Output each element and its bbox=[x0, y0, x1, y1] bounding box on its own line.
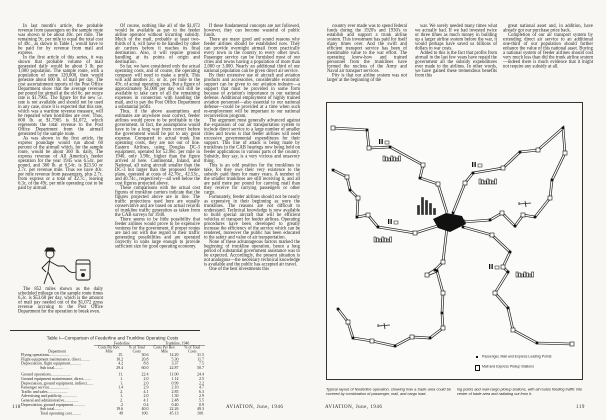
trunk-group-header: Trunkline, 1940 bbox=[150, 341, 205, 345]
table-title: Table I—Comparison of Feederline and Trunkline Operating Costs bbox=[46, 335, 179, 341]
pickup-station-icon bbox=[425, 273, 429, 277]
table-cell-t-cost: 1.30 bbox=[171, 393, 179, 399]
paragraph: So far, we have considered only the actual operating costs, and of course, the operating company will need to make a profit. This will add another 2c. or 3c. per mile to the 49c. of actual operating costs. But a figure of approximately $1,000 per day will still be available to take care of all the remaining expenses in connection with handling the mail, and to pay the Post Office Department a substantial profit. bbox=[115, 64, 200, 110]
figure-caption-left: Typical layout of feederline operation, showing how a trade area could be covered by combination of passenger, mail, and cargo load- bbox=[326, 387, 451, 396]
loading-point-icon bbox=[356, 216, 358, 218]
table-cell-dept: Ground equipment maintenance, direct........ bbox=[21, 377, 92, 382]
running-foot-left: AVIATION, June, 1946 bbox=[226, 404, 284, 410]
table-cell-t-cost: 2.85 bbox=[171, 389, 179, 394]
table-cell-f-cost: 19.6 bbox=[116, 406, 124, 412]
loading-point-icon bbox=[551, 179, 553, 181]
table-cell-t-pct: 100. bbox=[197, 410, 204, 416]
legend-loading-points: Passenger, Mail and Express Loading Points bbox=[482, 355, 552, 359]
pickup-station-icon bbox=[441, 291, 445, 295]
paragraph: In last month's article, the probable revenue from passengers on the sample route was shown to be about 40c. per mile. The remaining 9c. per mile to equal the total cost of 49c., as shown in Table I, would have to be paid for by revenue from mail and express. bbox=[18, 23, 103, 56]
table-cell-f-pct: 22.4 bbox=[141, 372, 149, 377]
pickup-station-icon bbox=[346, 320, 350, 324]
town-icon bbox=[374, 237, 392, 242]
table-cell-f-pct: 100. bbox=[141, 410, 149, 416]
paragraph: Completion of our air transport system by extending direct air service to an additional one-third of our population should further enhance the value of this national asset. Buying a national system of feeder airlines should cost very much less than did the trunk airline system—indeed there is much evidence that it might not require any subsidy at all. bbox=[503, 32, 593, 69]
table-cell-dept: Traffic and sales.................... bbox=[21, 389, 68, 394]
table-cell-t-pct: 49.3 bbox=[197, 406, 204, 412]
table-cell-f-cost: 1. bbox=[120, 376, 124, 382]
table-cell-f-pct: 30.6 bbox=[141, 352, 149, 358]
loading-point-icon bbox=[394, 345, 396, 347]
pickup-station-icon bbox=[501, 265, 505, 269]
loading-point-icon bbox=[562, 127, 564, 129]
pickup-station-icon bbox=[436, 182, 440, 186]
table-cell-t-pct: 50.7 bbox=[197, 365, 204, 370]
table-cell-t-cost: 11.00 bbox=[169, 372, 179, 377]
paragraph: great national asset and, in addition, have already got our purchase price back. bbox=[503, 23, 593, 33]
town-icon bbox=[479, 179, 497, 184]
left-column-1 bbox=[18, 24, 103, 191]
route-line bbox=[463, 227, 572, 344]
right-column-3 bbox=[503, 24, 593, 69]
col-cost-header: Costs Per Rev. Mile bbox=[153, 345, 176, 354]
table-cell-f-cost: 29.4 bbox=[116, 365, 124, 370]
table-cell-t-pct: 6.3 bbox=[199, 389, 204, 394]
table-cell-t-pct: 7.5 bbox=[199, 361, 204, 366]
table-cell-f-cost: 1. bbox=[120, 380, 124, 386]
table-cell-t-pct: 4.7 bbox=[199, 385, 204, 390]
pickup-station-icon bbox=[536, 148, 540, 152]
paragraph: If these fundamental concepts are not followed, however, they can become wasteful of public funds. bbox=[204, 23, 300, 38]
table-cell-f-pct: 0.4 bbox=[143, 402, 149, 407]
table-cell-t-pct: 5.5 bbox=[199, 398, 204, 403]
pickup-station-icon bbox=[548, 196, 552, 200]
table-cell-t-pct: 24.4 bbox=[197, 372, 204, 377]
airplane-icon bbox=[378, 323, 390, 329]
table-cell-f-pct: 4.1 bbox=[143, 398, 149, 403]
table-cell-t-pct: 2.5 bbox=[199, 376, 204, 382]
table-cell-f-cost: 49 bbox=[119, 410, 124, 416]
airplane-icon bbox=[519, 201, 531, 207]
table-cell-t-pct: 0.9 bbox=[199, 402, 204, 407]
page-number-left: 118 bbox=[12, 404, 21, 410]
pickup-station-icon bbox=[570, 342, 574, 346]
table-cell-f-pct: 2.0 bbox=[143, 393, 149, 399]
paragraph: The 852 miles shown as the daily scheduled mileage on the sample route times 6.3c. is $53.68 per day, which is the amount of mail pay needed out of the $1,072 gross revenue accruing to the Post Office Department for the operation to break even. bbox=[18, 286, 103, 314]
page-number-right: 119 bbox=[576, 404, 585, 410]
table-cell-dept: Depreciation, ground equipment............ bbox=[21, 402, 85, 407]
loading-point-icon bbox=[472, 172, 474, 174]
feederline-route-diagram bbox=[326, 102, 583, 380]
table-cell-f-pct: 2.9 bbox=[143, 385, 149, 390]
table-cell-dept: Flying operations.................... bbox=[21, 353, 70, 358]
loading-point-icon bbox=[536, 342, 538, 344]
pickup-station-icon bbox=[356, 196, 360, 200]
route-line-inner bbox=[338, 227, 447, 346]
table-cell-dept: Depreciation, flight equipment........... bbox=[21, 361, 82, 366]
table-cell-f-pct: 8.6 bbox=[143, 361, 149, 366]
table-top-rule bbox=[10, 330, 200, 331]
pickup-station-icon bbox=[441, 326, 445, 330]
table-cell-f-cost: 2. bbox=[120, 389, 124, 394]
loading-point-icon bbox=[507, 271, 509, 273]
table-cell-t-cost: 22.26 bbox=[169, 406, 179, 412]
passengers-icon bbox=[472, 162, 482, 167]
table-cell-dept: Sub total......... bbox=[40, 407, 64, 412]
trade-center-hub-icon bbox=[433, 213, 466, 232]
table-cell-dept: Sub total......... bbox=[40, 365, 64, 370]
loading-point-icon bbox=[441, 312, 443, 314]
table-cell-f-pct: 60.0 bbox=[141, 365, 149, 370]
loading-point-icon bbox=[366, 129, 368, 131]
town-icon bbox=[516, 272, 534, 277]
pickup-station-icon bbox=[367, 146, 371, 150]
table-cell-f-cost: 1.4 bbox=[118, 385, 124, 390]
table-cell-dept: Total operating cost......... bbox=[40, 411, 81, 416]
paragraph: war. We sorely needed many times what we actually had. If we had invested twice or three times as much money in building up a larger airline system before the war, it would perhaps have saved us billions of dollars in war costs. bbox=[415, 23, 497, 51]
legend-loading-point-icon bbox=[476, 356, 478, 358]
paragraph: By their extensive use of aircraft and aviation products and accessories, considerable economic support can be given to our aviation industry—a support that must be provided in some form because of aviation's importance to our national defense. Additional employment of highly trained aviation personnel—also essential to our national defense—could be provided at a time when such re-employment will be important to our national reconversion program. bbox=[204, 73, 300, 119]
table-cell-t-cost: 0.40 bbox=[171, 402, 179, 407]
route-line-inner bbox=[463, 227, 572, 344]
pickup-station-icon bbox=[490, 233, 494, 237]
table-cell-f-cost: 15. bbox=[118, 352, 124, 358]
loading-point-icon bbox=[419, 177, 421, 179]
left-column-1-continued bbox=[18, 287, 103, 314]
paragraph: In the first article of this series, it was shown that probable volume of mail generated daily would be about 3 lb. per 1,000 population. The sample route, with a population of some 120,000, then would generate about 600 lb. of mail per day. The cost ascertainment reports of the Post Office Department show that the average revenue per pound for airmail at the old 6c. per ounce rate is $1.7905. The figure for the new 5c. rate is not available and should not be used in any case, since it is expected that this rate, which was a wartime revenue measure, will be repealed when hostilities are over. Thus, 600 lb. at $1.7905 is $1,072, which represents the total revenue to the Post Office Department from the airmail generated by the sample route. bbox=[18, 55, 103, 137]
route-line-inner bbox=[333, 128, 447, 213]
pickup-station-icon bbox=[463, 181, 467, 185]
col-cost-header: Costs Per Rev. Mile bbox=[98, 345, 121, 354]
paragraph: The argument most generally advanced against the expansion of our air transportation system to include direct service to a large number of smaller cities and towns is that feeder airlines will need excessive governmental expenditures for their support. This line of attack is being made by trunklines in the CAB hearings now being held on feeder applications in various parts of the country. Subsidy, they say, is a very vicious and unsavory thing. bbox=[204, 118, 300, 164]
pickup-station-icon bbox=[410, 335, 414, 339]
table-cell-f-pct: 4.1 bbox=[143, 389, 149, 394]
table-cell-f-pct: 2.0 bbox=[143, 376, 149, 382]
legend-pickup-station-icon bbox=[475, 365, 480, 371]
paragraph: There seems to be little possibility that feeder airlines would prove to be expensive ventures for the government, if proper routes are laid out with due regard to their traffic generating possibilities and are operated correctly in units large enough to provide sufficient size for good operating economy. bbox=[115, 217, 200, 249]
left-column-2 bbox=[115, 24, 200, 249]
table-cell-t-cost: 45.13 bbox=[169, 410, 179, 416]
dept-header: Department bbox=[48, 348, 66, 354]
table-cell-dept: Depreciation, ground equipment, indirect...... bbox=[21, 381, 94, 386]
table-body bbox=[20, 353, 205, 416]
table-cell-f-cost: 1. bbox=[120, 393, 124, 399]
paragraph: country ever made was to spend federal funds during the 1920's and 1930's to establish and support a trunk airline system. This investment has paid for itself many times over. And the swift and efficient transport service has been of inestimable value to the war effort. The operating know-how and trained personnel from the trunklines have formed the nucleus of the Army and Naval air transport services. bbox=[327, 23, 407, 74]
table-cell-t-pct: 11.7 bbox=[197, 356, 204, 362]
legend-pickup-stations: Mail and Express Pickup Stations bbox=[482, 365, 534, 369]
pickup-station-icon bbox=[366, 213, 370, 217]
table-cell-f-cost: 10.2 bbox=[116, 356, 124, 362]
table-cell-t-cost: 2.10 bbox=[171, 385, 179, 390]
table-cell-t-cost: 14.20 bbox=[169, 352, 179, 358]
table-cell-t-cost: 2.48 bbox=[171, 398, 179, 403]
route-line-inner bbox=[333, 170, 447, 233]
paragraph: Added to this is the fact that profits from airmail in the last few years have repaid the government all the subsidy expenditures ever made to the airlines. In other words, we have gained these tremendous benefits from this bbox=[415, 50, 497, 78]
city-skyline-icon bbox=[417, 197, 436, 215]
pickup-station-icon bbox=[511, 328, 515, 332]
loading-point-icon bbox=[507, 307, 509, 309]
loading-point-icon bbox=[349, 189, 351, 191]
table-cell-dept: Flight equipment maintenance, direct......... bbox=[21, 357, 90, 362]
table-cell-dept: Ground operations.................... bbox=[21, 372, 71, 377]
loading-point-icon bbox=[337, 308, 339, 310]
pickup-station-icon bbox=[563, 151, 567, 155]
passengers-icon bbox=[489, 264, 499, 269]
loading-point-icon bbox=[429, 337, 431, 339]
paragraph: Thus, if the above assumptions and estimates are anywhere near correct, feeder airlines would prove to be profitable to the government. In fact, the assumptions would have to be a long way from correct before the government would be put to any great expense. Compared to actual trunk line operating costs, they are not out of line. Eastern Airlines, using Douglas DC-3 equipment, operated for 52.98c. per mile in 1940, only 3.98c. higher than the figure arrived at here. Continental, Inland, and National, all using aircraft smaller than the DC-3 but larger than the proposed feeder plane, operated at costs of 42.76c., 42.53c., and 40.74c., respectively—all well below the cost figures projected above. bbox=[115, 109, 200, 186]
pickup-station-icon bbox=[413, 231, 417, 235]
town-icon bbox=[383, 156, 401, 161]
table-cell-f-cost: 2. bbox=[120, 398, 124, 403]
table-cell-t-cost: 22.87 bbox=[169, 365, 179, 370]
table-cell-t-cost: 3.37 bbox=[171, 361, 179, 366]
table-cell-f-cost: .2 bbox=[120, 402, 124, 407]
loading-point-icon bbox=[332, 169, 334, 171]
route-line bbox=[338, 227, 447, 346]
table-cell-t-pct: 2.2 bbox=[199, 380, 204, 386]
loading-point-icon bbox=[436, 270, 438, 272]
paragraph: Pity is that our airline system was not larger at the beginning of the bbox=[327, 73, 407, 83]
paragraph: There are many good and sound reasons why feeder airlines should be established now. They can provide overnight airmail from practically every town in the country to every other town. Passenger service can be furnished most of our cities and towns having a population of more than 2,000 or 3,000. Nearly an additional third of our national population can be given direct air service. bbox=[204, 37, 300, 74]
loading-point-icon bbox=[377, 226, 379, 228]
pickup-station-icon bbox=[521, 213, 525, 217]
table-cell-f-pct: 2.0 bbox=[143, 380, 149, 386]
pickup-station-icon bbox=[501, 166, 505, 170]
table-cell-f-pct: 40.0 bbox=[141, 406, 149, 412]
table-cell-f-pct: 20.8 bbox=[141, 356, 149, 362]
loading-point-icon bbox=[489, 219, 491, 221]
pickup-station-icon bbox=[493, 291, 497, 295]
loading-point-icon bbox=[509, 251, 511, 253]
right-column-1 bbox=[327, 24, 407, 83]
paragraph: None of these advantageous factors marked the beginning of trunkline operation, hence a long period of substantial government assistance was to be expected. Accordingly, the present situation is not analogous—the necessary technical knowledge is available and the public has accepted air travel. bbox=[204, 239, 300, 267]
paragraph: Of course, nothing like all of the $1,072 would be available as pay to the feeder airline operator without incurring subsidy. Much of the mail, probably at least two-thirds of it, will have to be handled by other air carriers before it reaches its final destination. Also, it will require ground handling at its points of origin and destination. bbox=[115, 23, 200, 65]
table-cell-t-cost: 1.14 bbox=[171, 376, 179, 382]
table-cell-t-pct: 31.5 bbox=[197, 352, 204, 358]
pickup-station-icon bbox=[500, 211, 504, 215]
route-line bbox=[333, 170, 447, 233]
figure-caption-right: ing points and mail-cargo pickup stations, with all routes feeding traffic into center of trade area and radiating out from it. bbox=[457, 387, 582, 396]
table-cell-f-cost: 4.2 bbox=[118, 361, 124, 366]
running-foot-right: AVIATION, June, 1946 bbox=[325, 404, 383, 410]
route-line bbox=[333, 128, 447, 213]
table-cell-t-cost: 5.30 bbox=[171, 356, 179, 362]
loading-point-icon bbox=[514, 225, 516, 227]
table-cell-f-cost: 11. bbox=[118, 372, 124, 377]
paragraph: Fortunately, feeder airlines should not be nearly as expensive in their beginning as were the trunklines. The reasons are not difficult to understand. Technical knowledge is now available to build special aircraft that will be efficient vehicles of transport for feeder airlines. Operating procedures have been developed to greatly increase the efficiency of the service which can be rendered, moreover the public has been educated to the safety and value of air transportation. bbox=[204, 194, 300, 240]
loading-point-icon bbox=[352, 337, 354, 339]
paragraph: One of the best investments this bbox=[209, 266, 270, 272]
passengers-icon bbox=[388, 219, 398, 224]
table-cell-dept: Advertising and publicity............... bbox=[21, 394, 77, 399]
cartoon-man-with-mailbox bbox=[34, 246, 96, 286]
table-cell-t-cost: 0.99 bbox=[171, 380, 179, 386]
pickup-station-icon bbox=[370, 339, 374, 343]
paragraph: These comparisons with the actual cost figures of trunkline carriers indicate that the figures projected above are in line. The traffic projections used here are equally conservative and are based on actual records of trunkline traffic generation as taken from the CAB surveys for 1940. bbox=[115, 185, 200, 218]
col-pct-header: % of Total Costs bbox=[128, 345, 145, 354]
paragraph: As was shown in the first article, the express poundage would run about 60 percent of the airmail which, for the sample route, would be about 360 lb. daily. The express revenue of All America's feeder operation for the year 1945 was 6.54c. per pound, and 360 lb. at 6.54c. is $23.50 or 2.7c. per revenue mile. Thus we have 40c. per mile revenue from passengers, plus 2.7c. from express or a total of 42.7c., leaving 6.3c. of the 49c. per mile operating cost to be paid by airmail. bbox=[18, 136, 103, 191]
right-column-2 bbox=[415, 24, 497, 78]
pickup-station-icon bbox=[331, 126, 335, 130]
paragraph: This is an odd position for the trunklines to take, for they owe their very existence to the subsidy paid them for many years. A number of the smaller trunklines are still receiving it, and all are paid more per pound for carrying mail than they receive for carrying passengers or other cargo. bbox=[204, 163, 300, 195]
route-map bbox=[327, 103, 582, 379]
table-row bbox=[20, 411, 205, 415]
table-cell-dept: General and administrative.............. bbox=[21, 398, 79, 403]
left-column-3 bbox=[204, 24, 300, 272]
loading-point-icon bbox=[534, 216, 536, 218]
feeder-group-header: Feederline bbox=[94, 341, 149, 345]
cost-comparison-table bbox=[20, 336, 205, 416]
pickup-station-icon bbox=[441, 260, 445, 264]
loading-point-icon bbox=[452, 212, 454, 214]
table-cell-dept: Passenger service.................... bbox=[21, 385, 70, 390]
pickup-station-icon bbox=[345, 175, 349, 179]
passengers-icon bbox=[379, 139, 389, 144]
loading-point-icon bbox=[462, 226, 464, 228]
pickup-station-icon bbox=[421, 163, 425, 167]
loading-point-icon bbox=[519, 151, 521, 153]
col-pct-header: % of Total Costs bbox=[184, 345, 201, 354]
loading-point-icon bbox=[389, 146, 391, 148]
table-cell-t-pct: 2.9 bbox=[199, 393, 204, 399]
